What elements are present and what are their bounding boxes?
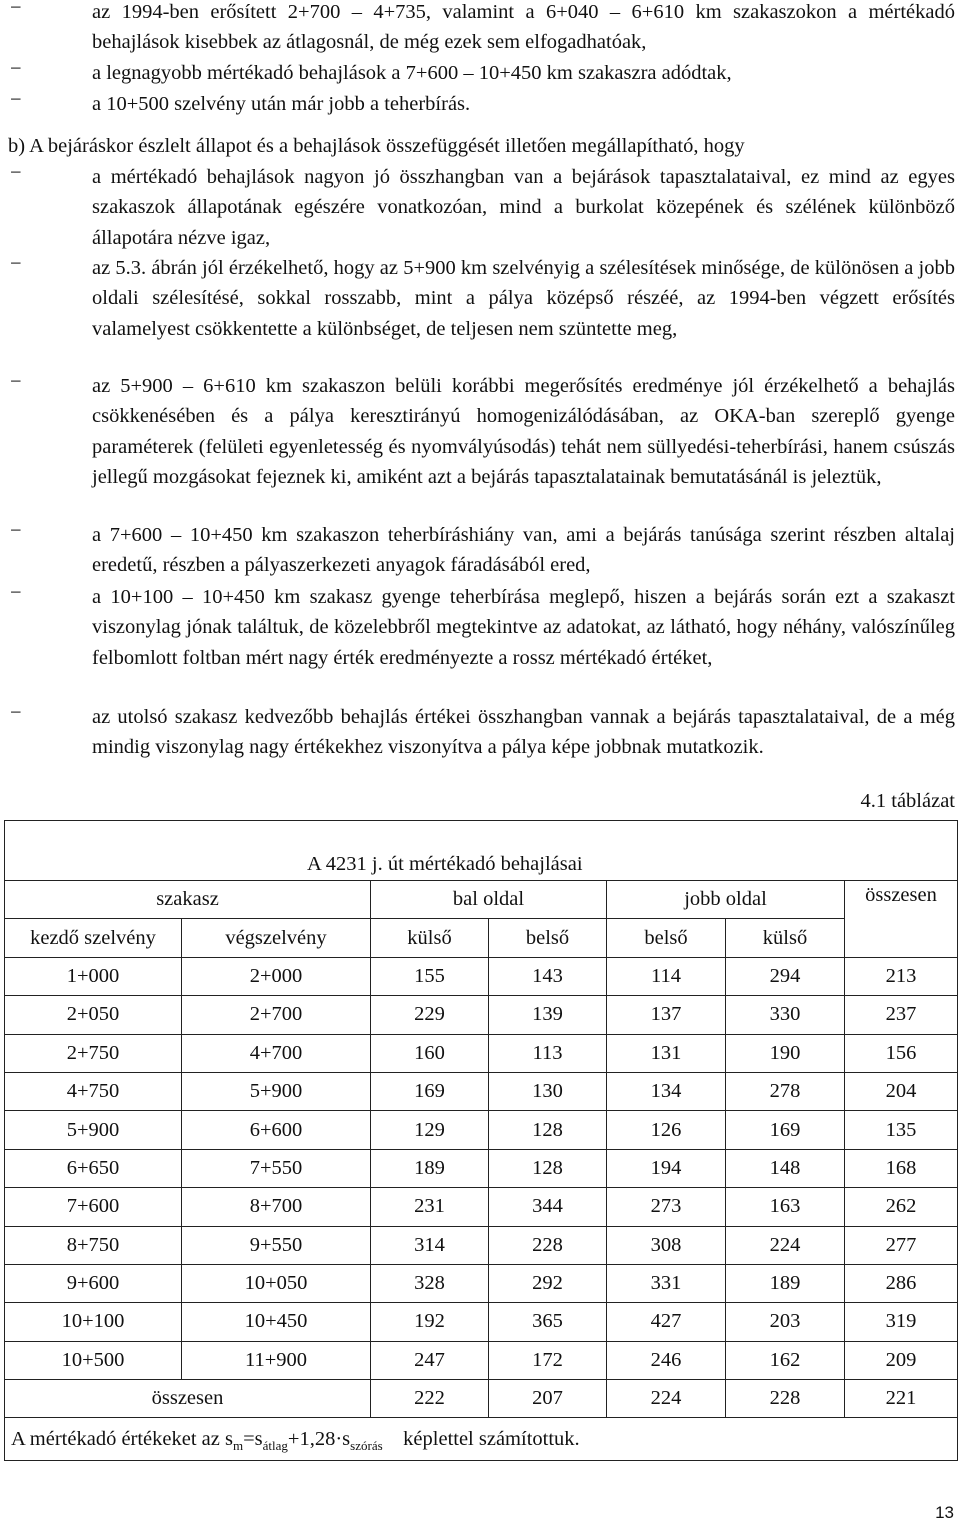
bullet-text: az utolsó szakasz kedvezőbb behajlás értékei összhangban vannak a bejárás tapasztalataival, de a még mindig viszonylag nagy értékekhez viszonyítva a pálya képe jobbnak mutatkozik.	[92, 706, 955, 759]
table-cell: 209	[845, 1341, 958, 1379]
table-cell: 11+900	[182, 1341, 371, 1379]
header-osszesen: összesen	[845, 881, 958, 958]
table-cell: 9+550	[182, 1226, 371, 1264]
subheader-bal-belso: belső	[489, 919, 607, 957]
total-label: összesen	[5, 1380, 371, 1418]
table-cell: 148	[726, 1149, 845, 1187]
table-row	[5, 1149, 958, 1187]
table-row	[5, 1188, 958, 1226]
table-cell: 10+100	[5, 1303, 182, 1341]
bullet-text: a 10+100 – 10+450 km szakasz gyenge teherbírása meglepő, hiszen a bejárás során ezt a szakaszt viszonylag jónak találtuk, de közelebbről megtekintve az adatokat, az látható, hogy néhány, valószínűleg felbomlott foltban mért nagy érték eredményezte a rossz mértékadó értéket,	[92, 586, 955, 669]
table-cell: 4+750	[5, 1072, 182, 1110]
list-item	[10, 371, 955, 493]
table-cell: 2+050	[5, 996, 182, 1034]
table-cell: 330	[726, 996, 845, 1034]
header-bal-oldal: bal oldal	[371, 881, 607, 919]
table-row	[5, 996, 958, 1034]
table-cell: 246	[607, 1341, 726, 1379]
formula-eq: =s	[243, 1427, 263, 1450]
table-cell: 4+700	[182, 1034, 371, 1072]
table-cell: 308	[607, 1226, 726, 1264]
table-cell: 262	[845, 1188, 958, 1226]
subheader-kezdo: kezdő szelvény	[5, 919, 182, 957]
table-cell: 155	[371, 957, 489, 995]
list-item	[10, 520, 955, 581]
table-cell: 139	[489, 996, 607, 1034]
table-row	[5, 1034, 958, 1072]
table-cell: 2+750	[5, 1034, 182, 1072]
bullet-dash: −	[10, 520, 22, 542]
table-cell: 135	[845, 1111, 958, 1149]
table-cell: 131	[607, 1034, 726, 1072]
table-row	[5, 1072, 958, 1110]
table-cell: 9+600	[5, 1264, 182, 1302]
formula-sub-szoras: szórás	[350, 1438, 383, 1454]
table-row	[5, 1341, 958, 1379]
table-cell: 7+550	[182, 1149, 371, 1187]
table-cell: 189	[371, 1149, 489, 1187]
total-cell: 222	[371, 1380, 489, 1418]
table-caption: 4.1 táblázat	[860, 790, 955, 812]
table-cell: 277	[845, 1226, 958, 1264]
header-jobb-oldal: jobb oldal	[607, 881, 845, 919]
table-cell: 169	[371, 1072, 489, 1110]
bullet-dash: −	[10, 89, 22, 111]
table-cell: 168	[845, 1149, 958, 1187]
table-row	[5, 1264, 958, 1302]
table-cell: 229	[371, 996, 489, 1034]
table-cell: 113	[489, 1034, 607, 1072]
subheader-veg: végszelvény	[182, 919, 371, 957]
table-cell: 292	[489, 1264, 607, 1302]
table-cell: 172	[489, 1341, 607, 1379]
footer-prefix: A mértékadó értékeket az	[11, 1427, 225, 1450]
table-cell: 228	[489, 1226, 607, 1264]
table-cell: 365	[489, 1303, 607, 1341]
bullet-dash: −	[10, 162, 22, 184]
bullet-text: az 1994-ben erősített 2+700 – 4+735, valamint a 6+040 – 6+610 km szakaszokon a mértékadó behajlások kisebbek az átlagosnál, de még ezek sem elfogadhatóak,	[92, 1, 955, 54]
table-cell: 427	[607, 1303, 726, 1341]
bullet-dash: −	[10, 582, 22, 604]
list-item	[10, 89, 955, 119]
table-cell: 143	[489, 957, 607, 995]
table-cell: 286	[845, 1264, 958, 1302]
table-cell: 10+450	[182, 1303, 371, 1341]
bullet-dash: −	[10, 702, 22, 724]
table-cell: 129	[371, 1111, 489, 1149]
list-item	[10, 162, 955, 253]
table-cell: 5+900	[182, 1072, 371, 1110]
table-cell: 190	[726, 1034, 845, 1072]
bullet-dash: −	[10, 0, 22, 19]
bullet-text: a mértékadó behajlások nagyon jó összhangban van a bejárások tapasztalataival, ez mind az egyes szakaszok állapotának egészére vonatkozóan, mind a burkolat közepének és szélének különböző állapotára nézve igaz,	[92, 166, 955, 249]
total-cell: 221	[845, 1380, 958, 1418]
table-cell: 278	[726, 1072, 845, 1110]
table-cell: 163	[726, 1188, 845, 1226]
table-row	[5, 1226, 958, 1264]
table-row	[5, 957, 958, 995]
table-cell: 134	[607, 1072, 726, 1110]
table-cell: 5+900	[5, 1111, 182, 1149]
table-cell: 130	[489, 1072, 607, 1110]
table-cell: 6+650	[5, 1149, 182, 1187]
table-cell: 204	[845, 1072, 958, 1110]
table-cell: 189	[726, 1264, 845, 1302]
table-cell: 128	[489, 1149, 607, 1187]
list-item	[10, 0, 955, 58]
table-cell: 194	[607, 1149, 726, 1187]
table-cell: 237	[845, 996, 958, 1034]
table-cell: 331	[607, 1264, 726, 1302]
table-cell: 126	[607, 1111, 726, 1149]
bullet-text: az 5.3. ábrán jól érzékelhető, hogy az 5+900 km szelvényig a szélesítések minősége, de különösen a jobb oldali szélesítésé, sokkal rosszabb, mint a pálya középső részéé, az 1994-ben végzett erősítés valamelyest csökkentette a különbséget, de teljesen nem szüntette meg,	[92, 257, 955, 340]
table-cell: 247	[371, 1341, 489, 1379]
table-cell: 128	[489, 1111, 607, 1149]
table-cell: 137	[607, 996, 726, 1034]
table-cell: 273	[607, 1188, 726, 1226]
section-b-intro: b) A bejáráskor észlelt állapot és a behajlások összefüggését illetően megállapítható, hogy	[8, 135, 745, 157]
table-cell: 1+000	[5, 957, 182, 995]
table-row	[5, 1111, 958, 1149]
table-cell: 7+600	[5, 1188, 182, 1226]
table-footer	[5, 1418, 958, 1461]
page-number: 13	[935, 1503, 954, 1522]
table-cell: 169	[726, 1111, 845, 1149]
footer-suffix: képlettel számítottuk.	[403, 1427, 580, 1450]
table-cell: 319	[845, 1303, 958, 1341]
table-cell: 160	[371, 1034, 489, 1072]
table-cell: 224	[726, 1226, 845, 1264]
bullet-text: az 5+900 – 6+610 km szakaszon belüli korábbi megerősítés eredménye jól érzékelhető a behajlás csökkenésében és a pálya keresztirányú homogenizálódásában, az OKA-ban szereplő gyenge paraméterek (felületi egyenletesség és nyomvályúsodás) tehát nem süllyedési-teherbírási, hanem csúszás jellegű mozgásokat fejeznek ki, amiként azt a bejárás tapasztalatainak bemutatásánál is jeleztük,	[92, 375, 955, 489]
table-cell: 192	[371, 1303, 489, 1341]
table-cell: 8+700	[182, 1188, 371, 1226]
list-item	[10, 58, 955, 88]
total-cell: 228	[726, 1380, 845, 1418]
table-cell: 344	[489, 1188, 607, 1226]
bullet-dash: −	[10, 371, 22, 393]
table-cell: 2+700	[182, 996, 371, 1034]
list-item	[10, 702, 955, 763]
bullet-text: a 7+600 – 10+450 km szakaszon teherbíráshiány van, ami a bejárás tanúsága szerint részben altalaj eredetű, részben a pályaszerkezeti anyagok fáradásából ered,	[92, 524, 955, 577]
table-title: A 4231 j. út mértékadó behajlásai	[5, 821, 958, 881]
table-cell: 314	[371, 1226, 489, 1264]
total-cell: 224	[607, 1380, 726, 1418]
subheader-jobb-belso: belső	[607, 919, 726, 957]
table-row	[5, 1303, 958, 1341]
bullet-dash: −	[10, 253, 22, 275]
table-cell: 6+600	[182, 1111, 371, 1149]
header-szakasz: szakasz	[5, 881, 371, 919]
list-item	[10, 582, 955, 673]
subheader-bal-kulso: külső	[371, 919, 489, 957]
table-cell: 162	[726, 1341, 845, 1379]
table-cell: 294	[726, 957, 845, 995]
formula-s: s	[225, 1427, 233, 1450]
total-cell: 207	[489, 1380, 607, 1418]
formula-sub-atlag: átlag	[262, 1438, 288, 1454]
bullet-dash: −	[10, 58, 22, 80]
formula-sub-m: m	[232, 1438, 244, 1454]
bullet-text: a legnagyobb mértékadó behajlások a 7+600 – 10+450 km szakaszra adódtak,	[92, 62, 732, 84]
bullet-text: a 10+500 szelvény után már jobb a teherbírás.	[92, 93, 471, 115]
table-cell: 156	[845, 1034, 958, 1072]
table-cell: 231	[371, 1188, 489, 1226]
deflection-table	[4, 820, 958, 1461]
table-cell: 203	[726, 1303, 845, 1341]
formula-mid: +1,28·s	[287, 1427, 351, 1450]
list-item	[10, 253, 955, 344]
table-cell: 10+050	[182, 1264, 371, 1302]
table-cell: 10+500	[5, 1341, 182, 1379]
table-cell: 8+750	[5, 1226, 182, 1264]
table-cell: 114	[607, 957, 726, 995]
subheader-jobb-kulso: külső	[726, 919, 845, 957]
table-cell: 213	[845, 957, 958, 995]
table-cell: 328	[371, 1264, 489, 1302]
table-cell: 2+000	[182, 957, 371, 995]
